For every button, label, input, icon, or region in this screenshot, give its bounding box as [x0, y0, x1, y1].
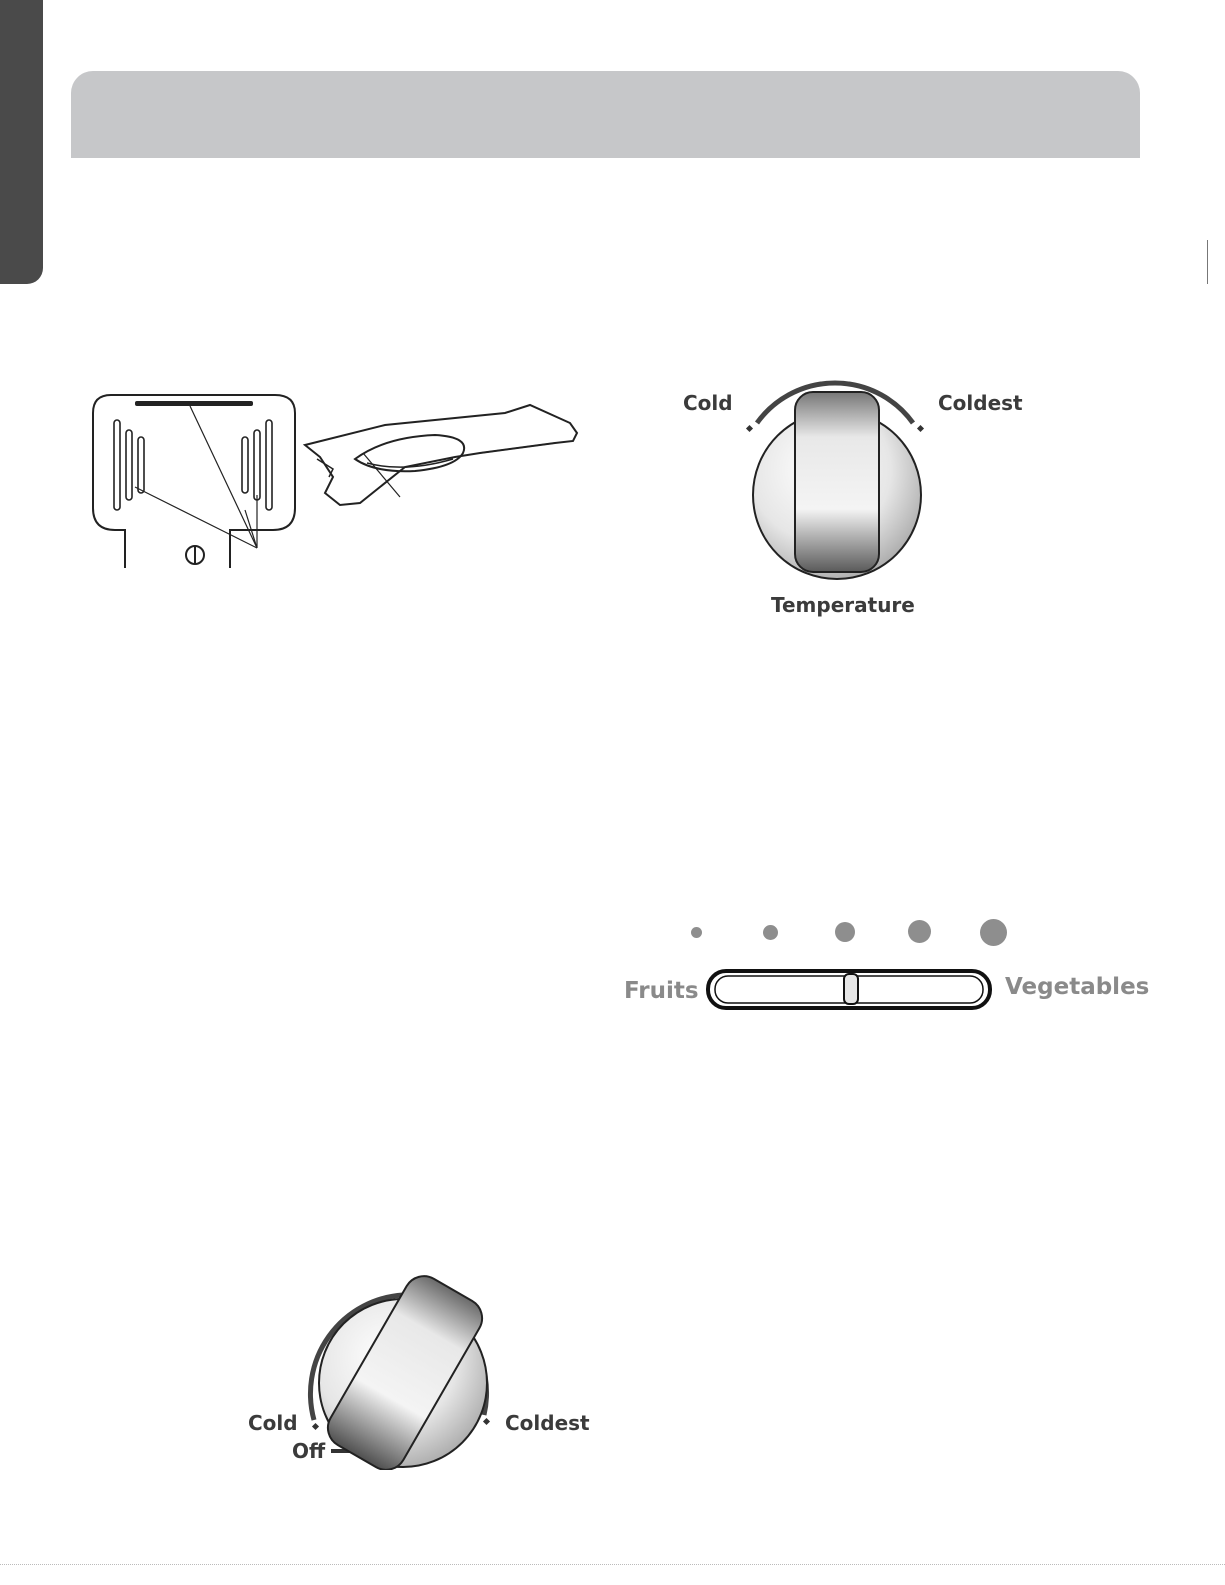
freezer-dial-off-label: Off — [292, 1439, 326, 1463]
section-header-band — [71, 71, 1140, 158]
humidity-setting-dot-5 — [980, 919, 1007, 946]
vent-illustration — [85, 385, 595, 575]
humidity-setting-dot-2 — [763, 925, 778, 940]
humidity-slider-thumb[interactable] — [844, 974, 858, 1004]
humidity-fruits-label: Fruits — [624, 978, 699, 1004]
temp-dial-caption: Temperature — [771, 593, 915, 617]
page-bottom-rule — [0, 1564, 1225, 1565]
section-side-tab — [0, 0, 43, 284]
freezer-dial[interactable] — [295, 1270, 515, 1470]
temperature-dial[interactable] — [740, 380, 940, 580]
freezer-dial-coldest-label: Coldest — [505, 1411, 590, 1435]
humidity-setting-dot-4 — [908, 920, 931, 943]
humidity-setting-dot-1 — [691, 927, 702, 938]
temp-dial-cold-label: Cold — [683, 391, 733, 415]
humidity-vegetables-label: Vegetables — [1005, 974, 1150, 1000]
edge-mark — [1207, 240, 1208, 284]
freezer-dial-cold-label: Cold — [248, 1411, 298, 1435]
humidity-slider[interactable] — [705, 968, 993, 1012]
temp-dial-coldest-label: Coldest — [938, 391, 1023, 415]
humidity-setting-dot-3 — [835, 922, 855, 942]
